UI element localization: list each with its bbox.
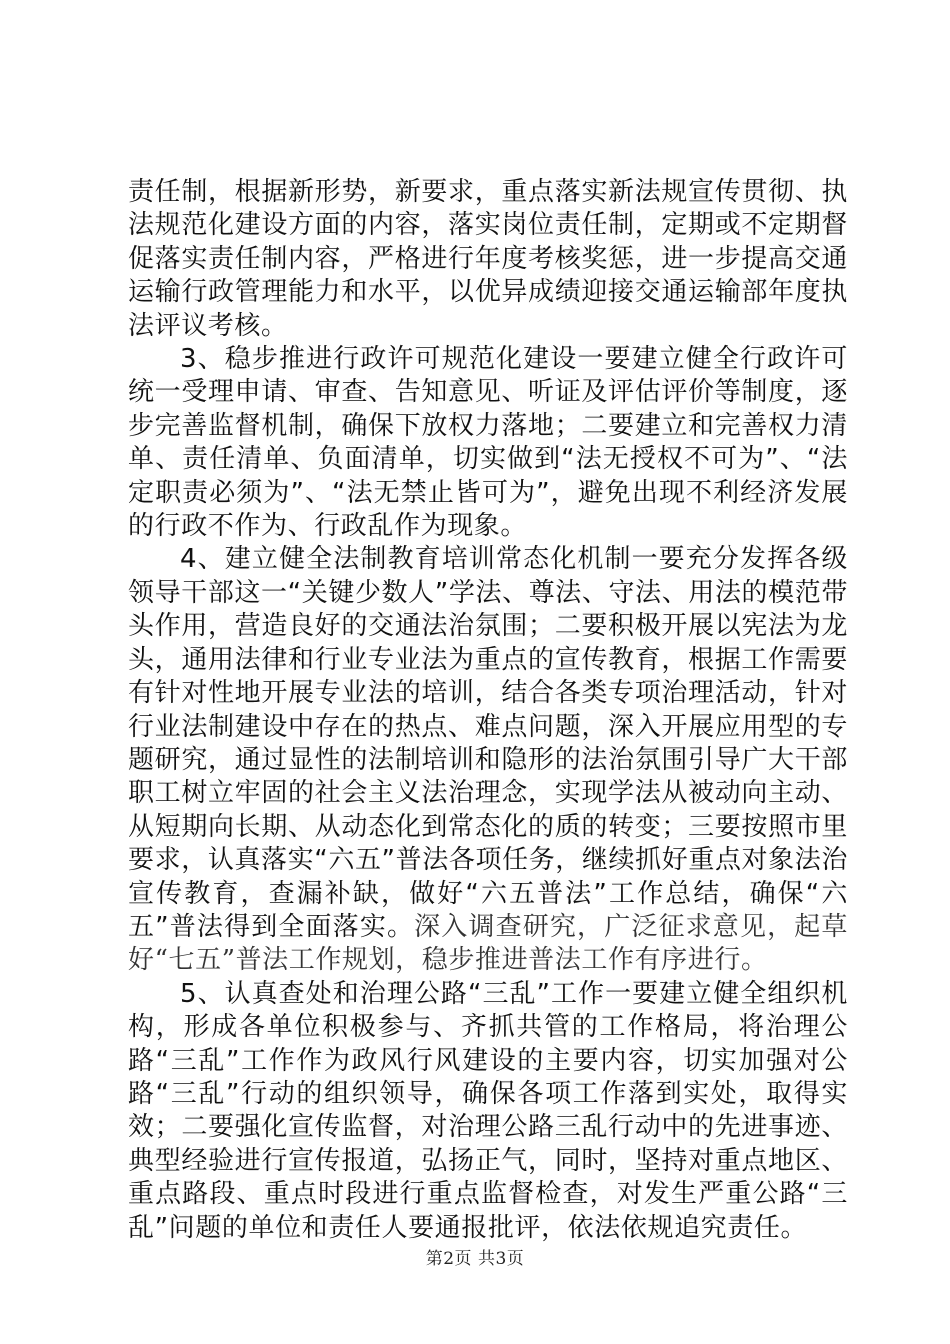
paragraph-item-3: 3、稳步推进行政许可规范化建设一要建立健全行政许可统一受理申请、审查、告知意见、听证及评估评价等制度，逐步完善监督机制，确保下放权力落地；二要建立和完善权力清单、责任清单、负面清单，切实做到“法无授权不可为”、“法定职责必须为”、“法无禁止皆可为”，避免出现不利经济发展的行政不作为、行政乱作为现象。 (128, 344, 848, 542)
page-number-footer: 第2页 共3页 (425, 1249, 525, 1269)
paragraph-continuation: 责任制，根据新形势，新要求，重点落实新法规宣传贯彻、执法规范化建设方面的内容，落实岗位责任制，定期或不定期督促落实责任制内容，严格进行年度考核奖惩，进一步提高交通运输行政管理能力和水平，以优异成绩迎接交通运输部年度执法评议考核。 (128, 177, 848, 341)
paragraph-item-4 (128, 543, 848, 977)
paragraph-item-4-main: 4、建立健全法制教育培训常态化机制一要充分发挥各级领导干部这一“关键少数人”学法、尊法、守法、用法的模范带头作用，营造良好的交通法治氛围；二要积极开展以宪法为龙头，通用法律和行业专业法为重点的宣传教育，根据工作需要有针对性地开展专业法的培训，结合各类专项治理活动，针对行业法制建设中存在的热点、难点问题，深入开展应用型的专题研究，通过显性的法制培训和隐形的法治氛围引导广大干部职工树立牢固的社会主义法治理念，实现学法从被动向主动、从短期向长期、从动态化到常态化的质的转变；三要按照市里要求，认真落实“六五”普法各项任务，继续抓好重点对象法治宣传教育，查漏补缺，做好“六五普法”工作总结，确保“六五”普法得到全面落实。 (128, 544, 848, 942)
paragraph-item-5: 5、认真查处和治理公路“三乱”工作一要建立健全组织机构，形成各单位积极参与、齐抓共管的工作格局，将治理公路“三乱”工作作为政风行风建设的主要内容，切实加强对公路“三乱”行动的组织领导，确保各项工作落到实处，取得实效；二要强化宣传监督，对治理公路三乱行动中的先进事迹、典型经验进行宣传报道，弘扬正气，同时，坚持对重点地区、重点路段、重点时段进行重点监督检查，对发生严重公路“三乱”问题的单位和责任人要通报批评，依法依规追究责任。 (128, 978, 848, 1243)
document-body (128, 176, 848, 1245)
paragraph-item-4-tail: 深入调查研究，广泛征求意见，起草好“七五”普法工作规划，稳步推进普法工作有序进行。 (128, 911, 848, 976)
